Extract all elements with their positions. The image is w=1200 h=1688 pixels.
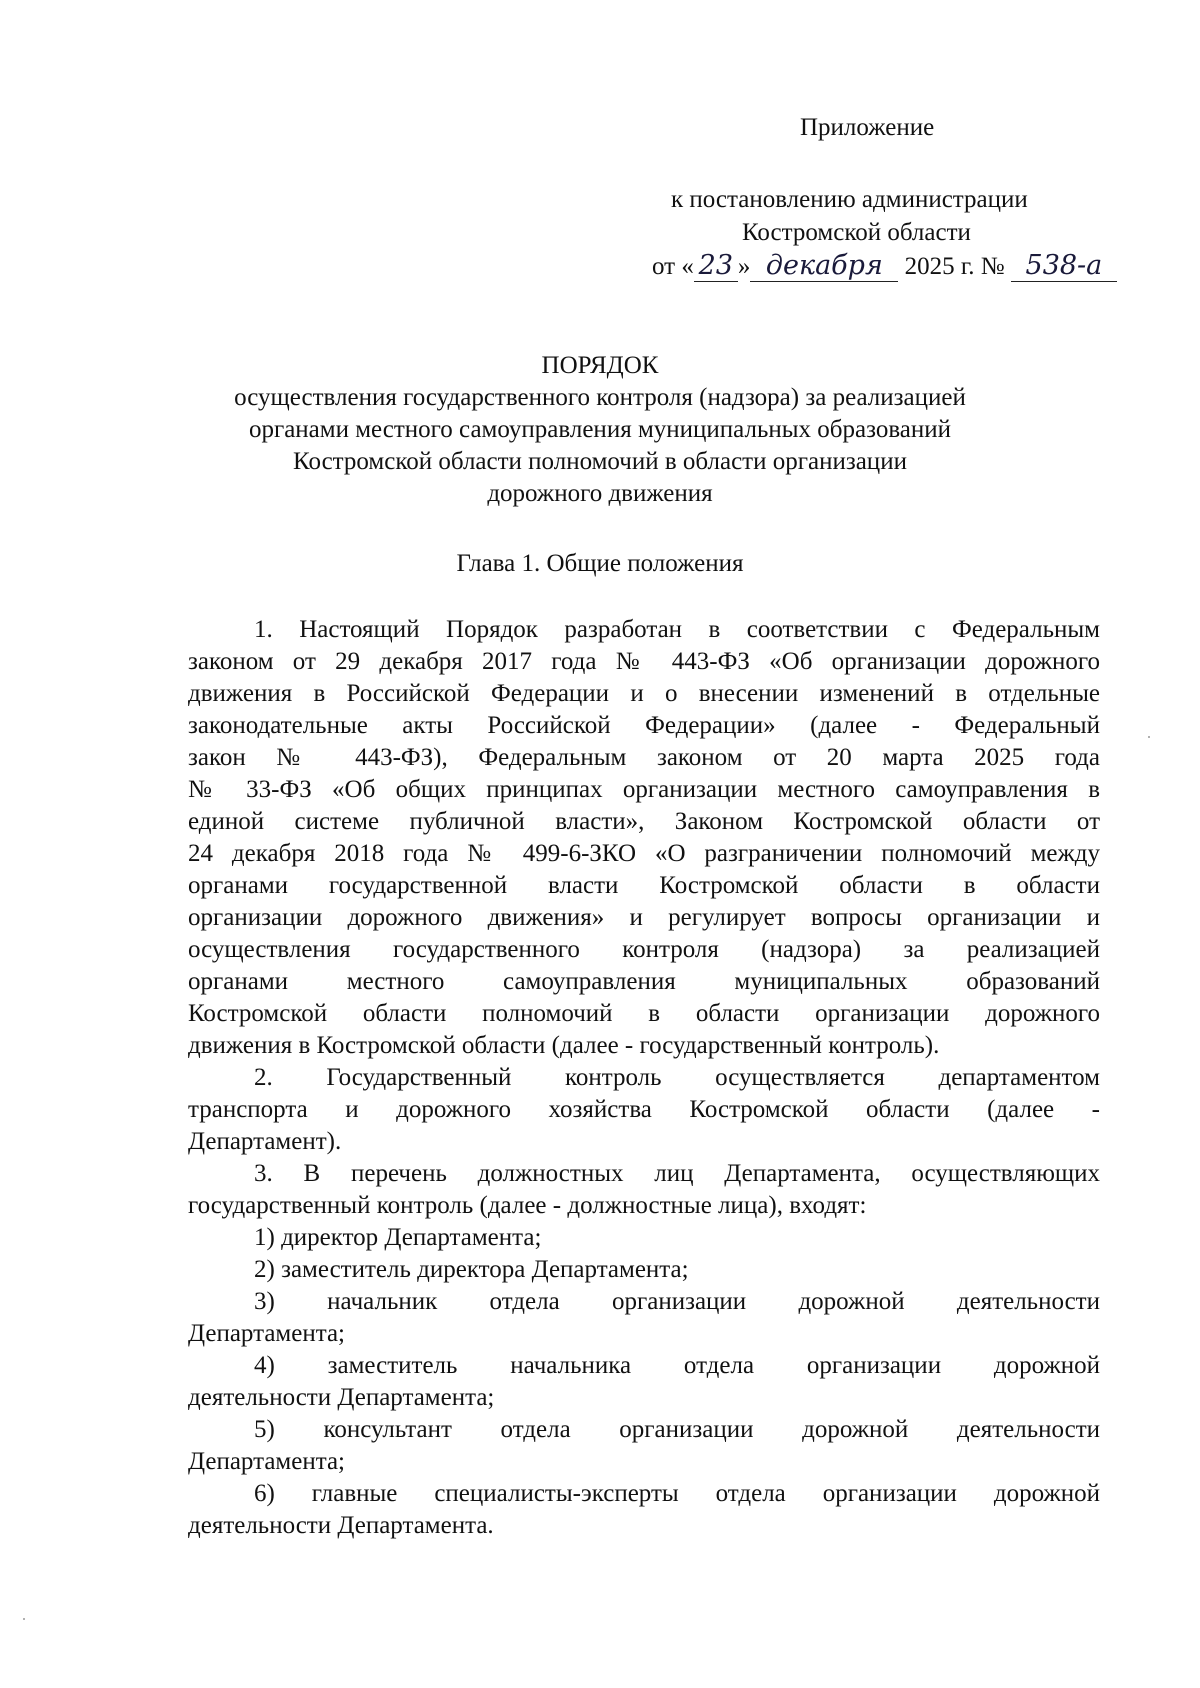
list-item: 6) главные специалисты-эксперты отдела организации дорожной (254, 1480, 1100, 1507)
list-item-continuation: деятельности Департамента. (188, 1512, 494, 1539)
body-line: органами местного самоуправления муниципальных образований (188, 968, 1100, 995)
title-line-4: дорожного движения (487, 480, 713, 507)
list-item: 3) начальник отдела организации дорожной деятельности (254, 1288, 1100, 1315)
date-year: 2025 г. № (904, 253, 1005, 280)
body-line: осуществления государственного контроля (надзора) за реализацией (188, 936, 1100, 963)
doc-number-handwritten: 538-а (1011, 250, 1117, 282)
body-line: движения в Российской Федерации и о внесении изменений в отдельные (188, 680, 1100, 707)
scan-speck (23, 1618, 25, 1620)
list-item: 1) директор Департамента; (254, 1224, 542, 1251)
body-line: единой системе публичной власти», Законом Костромской области от (188, 808, 1100, 835)
body-line: 2. Государственный контроль осуществляется департаментом (254, 1064, 1100, 1091)
body-line: законодательные акты Российской Федерации» (далее - Федеральный (188, 712, 1100, 739)
date-month-handwritten: декабря (750, 250, 898, 282)
title-line-1: осуществления государственного контроля (надзора) за реализацией (234, 384, 966, 411)
resolution-label: к постановлению администрации (671, 186, 1028, 213)
date-prefix: от « (652, 253, 694, 280)
list-item: 5) консультант отдела организации дорожной деятельности (254, 1416, 1100, 1443)
body-line: органами государственной власти Костромской области в области (188, 872, 1100, 899)
document-title: ПОРЯДОК (541, 352, 659, 379)
list-item-continuation: Департамента; (188, 1320, 345, 1347)
chapter-heading: Глава 1. Общие положения (456, 550, 744, 577)
body-line: № 33-ФЗ «Об общих принципах организации местного самоуправления в (188, 776, 1100, 803)
body-line: 3. В перечень должностных лиц Департамента, осуществляющих (254, 1160, 1100, 1187)
scan-speck (1148, 736, 1150, 738)
region-label: Костромской области (742, 219, 971, 246)
date-line (652, 250, 1117, 282)
body-line: законом от 29 декабря 2017 года № 443-ФЗ «Об организации дорожного (188, 648, 1100, 675)
list-item: 4) заместитель начальника отдела организации дорожной (254, 1352, 1100, 1379)
list-item-continuation: Департамента; (188, 1448, 345, 1475)
body-line: 24 декабря 2018 года № 499-6-ЗКО «О разграничении полномочий между (188, 840, 1100, 867)
body-line: транспорта и дорожного хозяйства Костромской области (далее - (188, 1096, 1100, 1123)
title-line-3: Костромской области полномочий в области организации (293, 448, 907, 475)
body-line: закон № 443-ФЗ), Федеральным законом от 20 марта 2025 года (188, 744, 1100, 771)
body-line: движения в Костромской области (далее - государственный контроль). (188, 1032, 940, 1059)
date-mid: » (737, 253, 751, 280)
body-line: Департамент). (188, 1128, 342, 1155)
appendix-label: Приложение (800, 114, 935, 141)
body-line: Костромской области полномочий в области организации дорожного (188, 1000, 1100, 1027)
body-line: 1. Настоящий Порядок разработан в соответствии с Федеральным (254, 616, 1100, 643)
title-line-2: органами местного самоуправления муниципальных образований (248, 416, 952, 443)
list-item: 2) заместитель директора Департамента; (254, 1256, 689, 1283)
body-line: государственный контроль (далее - должностные лица), входят: (188, 1192, 867, 1219)
list-item-continuation: деятельности Департамента; (188, 1384, 495, 1411)
date-day-handwritten: 23 (694, 250, 738, 282)
body-line: организации дорожного движения» и регулирует вопросы организации и (188, 904, 1100, 931)
